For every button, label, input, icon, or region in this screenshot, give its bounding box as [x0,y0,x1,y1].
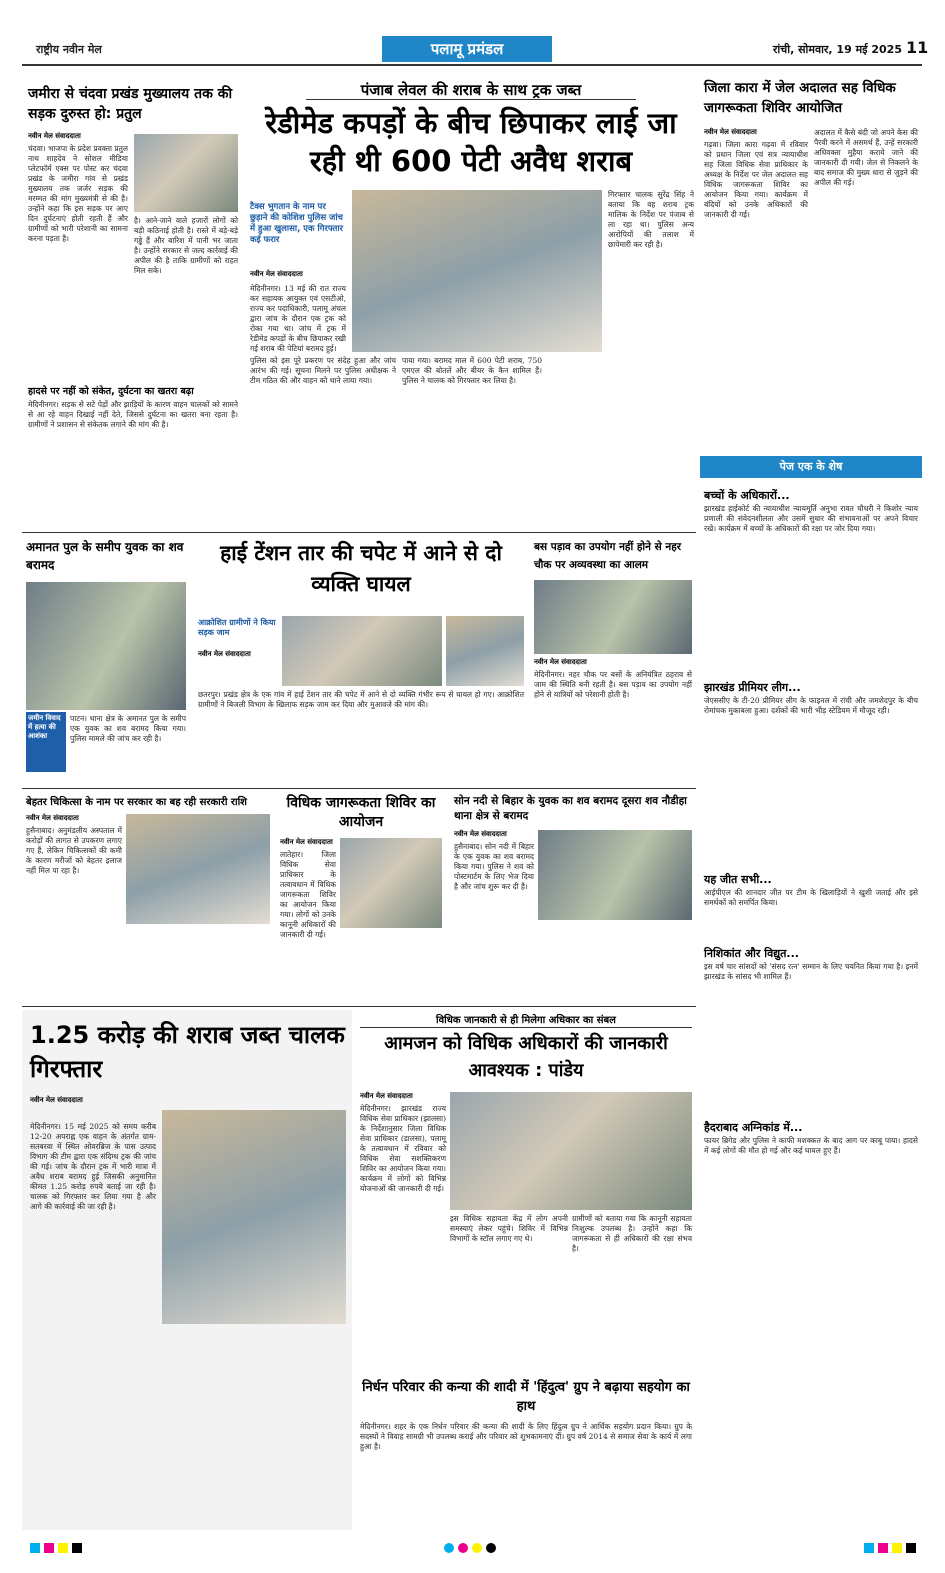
yellow-swatch-right [892,1543,902,1553]
body-text: छतरपुर। प्रखंड क्षेत्र के एक गांव में हाई टेंशन तार की चपेट में आने से दो व्यक्ति गंभीर रूप से घायल हो गए। आक्रोशित ग्रामीणों ने बिजली विभाग के खिलाफ सड़क जाम कर दिया और मुआवजे की मांग की। [198,690,524,709]
newspaper-logo: राष्ट्रीय नवीन मेल [36,43,102,56]
byline: नवीन मेल संवाददाता [250,270,303,278]
reg-dot-yellow [472,1543,482,1553]
cont-heading-4: निशिकांत और विद्युत... [704,947,799,960]
section-banner: पलामू प्रमंडल [382,36,552,62]
cont-text-1: झारखंड हाईकोर्ट की न्यायाधीश न्यायमूर्ति अनुभा रावत चौधरी ने किशोर न्याय प्रणाली की संवेदनशीलता और उसमें सुधार की संभावनाओं पर अपने विचार रखे। कार्यक्रम में बच्चों के अधिकारों की रक्षा पर जोर दिया गया। [704,504,918,533]
divider [22,788,696,789]
article-liquor-seizure [246,70,696,530]
highlight-bullet: टैक्स भुगतान के नाम पर छुड़ाने की कोशिश पुलिस जांच में हुआ खुलासा, एक गिरफ्तार कई फरार [250,202,344,245]
cont-heading-2: झारखंड प्रीमियर लीग... [704,681,801,694]
article-crore-liquor [22,1010,352,1530]
byline: नवीन मेल संवाददाता [704,128,757,136]
body-text-4: गिरफ्तार चालक सुरेंद्र सिंह ने बताया कि वह शराब ट्रक मालिक के निर्देश पर पंजाब से ला रहा था। पुलिस अन्य आरोपियों की तलाश में छापेमारी कर रही है। [608,190,694,249]
camp-photo [340,838,442,928]
crime-scene-photo [26,582,186,710]
headline: हाई टेंशन तार की चपेट में आने से दो व्यक्ति घायल [220,541,502,596]
headline: जमीरा से चंदवा प्रखंड मुख्यालय तक की सड़क दुरुस्त हो: प्रतुल [28,86,233,122]
article-legal-awareness [356,1010,696,1372]
divider [22,532,696,533]
body-text-2: अदालत में कैसे बंदी जो अपने केस की पैरवी करने में असमर्थ हैं, उन्हें सरकारी अधिवक्ता मुहैया कराये जाने की जानकारी दी गयी। जेल से निकलने के बाद समाज की मुख्य धारा से जुड़ने की अपील की गई। [814,128,918,187]
body-text-3: पाया गया। बरामद माल में 600 पेटी शराब, 750 एमएल की बोतलें और बीयर के कैन शामिल हैं। पुलिस ने चालक को गिरफ्तार कर लिया है। [402,356,542,385]
body-text: पाटन। थाना क्षेत्र के अमानत पुल के समीप एक युवक का शव बरामद किया गया। पुलिस मामले की जांच कर रही है। [70,714,186,743]
cont-text-4: इस वर्ष चार सांसदों को 'संसद रत्न' सम्मान के लिए चयनित किया गया है। इनमें झारखंड के सांसद भी शामिल हैं। [704,962,918,981]
reg-dot-black [486,1543,496,1553]
print-registration-strip [22,1540,922,1556]
article-wedding-help [356,1376,696,1530]
road-block-photo [282,616,442,686]
road-photo [134,134,238,212]
hospital-photo [126,814,270,924]
cont-text-2: जेएससीए के टी-20 प्रीमियर लीग के फाइनल में रांची और जमशेदपुर के बीच रोमांचक मुकाबला हुआ। दर्शकों की भारी भीड़ स्टेडियम में मौजूद रही। [704,696,918,715]
headline: 1.25 करोड़ की शराब जब्त चालक गिरफ्तार [30,1021,345,1083]
headline: अमानत पुल के समीप युवक का शव बरामद [26,540,184,572]
article-body-recovered [22,536,190,786]
body-text-3: मेदिनीनगर। सड़क से सटे पेड़ों और झाड़ियों के कारण वाहन चालकों को सामने से आ रहे वाहन दिखाई नहीं देते, जिससे दुर्घटना का खतरा बना रहता है। ग्रामीणों ने प्रशासन से संकेतक लगाने की मांग की है। [28,400,238,429]
byline: नवीन मेल संवाददाता [28,132,81,140]
headline: रेडीमेड कपड़ों के बीच छिपाकर लाई जा रही थी 600 पेटी अवैध शराब [265,106,677,178]
byline: नवीन मेल संवाददाता [30,1096,83,1104]
body-text: लातेहार। जिला विधिक सेवा प्राधिकार के तत्वावधान में विधिक जागरूकता शिविर का आयोजन किया गया। लोगों को उनके कानूनी अधिकारों की जानकारी दी गई। [280,850,336,939]
body-text: मेदिनीनगर। 15 मई 2025 को समय करीब 12-20 अपराह्न एक वाहन के अंतर्गत ग्राम-सतबरवा में स्थित ओवरब्रिज के पास उत्पाद विभाग की टीम द्वारा एक संदिग्ध ट्रक की जांच की गई। जांच के दौरान ट्रक में भारी मात्रा में अवैध शराब बरामद हुई जिसकी अनुमानित कीमत 1.25 करोड़ रुपये बताई जा रही है। चालक को गिरफ्तार कर लिया गया है और आगे की कार्रवाई की जा रही है। [30,1122,156,1211]
body-text: मेदिनीनगर। नहर चौक पर बसों के अनियंत्रित ठहराव से जाम की स्थिति बनी रहती है। बस पड़ाव का उपयोग नहीं होने से यात्रियों को परेशानी होती है। [534,670,692,699]
body-text-3: ग्रामीणों को बताया गया कि कानूनी सहायता निःशुल्क उपलब्ध है। उन्होंने कहा कि जागरूकता से ही अधिकारों की रक्षा संभव है। [572,1214,692,1253]
byline: नवीन मेल संवाददाता [360,1092,413,1100]
headline: निर्धन परिवार की कन्या की शादी में 'हिंदुत्व' ग्रुप ने बढ़ाया सहयोग का हाथ [362,1380,690,1414]
magenta-swatch-right [878,1543,888,1553]
headline: जिला कारा में जेल अदालत सह विधिक जागरूकता शिविर आयोजित [704,80,896,116]
reg-dot-magenta [458,1543,468,1553]
reg-dot-cyan [444,1543,454,1553]
article-bus-stand [530,536,696,786]
page-one-continuation [700,452,922,1532]
body-text: मेदिनीनगर। शहर के एक निर्धन परिवार की कन्या की शादी के लिए हिंदुत्व ग्रुप ने आर्थिक सहयोग प्रदान किया। ग्रुप के सदस्यों ने विवाह सामग्री भी उपलब्ध कराई और परिवार को शुभकामनाएं दीं। ग्रुप वर्ष 2014 से समाज सेवा के कार्य में लगा हुआ है। [360,1422,692,1451]
body-text: हुसैनाबाद। सोन नदी में बिहार के एक युवक का शव बरामद किया गया। पुलिस ने शव को पोस्टमार्टम के लिए भेज दिया है और जांच शुरू कर दी है। [454,842,534,891]
headline: आमजन को विधिक अधिकारों की जानकारी आवश्यक : पांडेय [384,1033,668,1081]
cont-heading-3: यह जीत सभी... [704,873,772,886]
magenta-swatch [44,1543,54,1553]
subheadline: हादसे पर नहीं को संकेत, दुर्घटना का खतरा बढ़ा [28,386,194,397]
black-swatch [72,1543,82,1553]
arrest-photo [162,1110,346,1324]
cont-heading-1: बच्चों के अधिकारों... [704,489,790,502]
highlight-bullet: आक्रोशित ग्रामीणों ने किया सड़क जाम [198,618,276,637]
body-text: मेदिनीनगर। झारखंड राज्य विधिक सेवा प्राधिकार (झालसा) के निर्देशानुसार जिला विधिक सेवा प्राधिकार (डालसा), पलामू के तत्वावधान में रविवार को विधिक सेवा सशक्तिकरण शिविर का आयोजन किया गया। कार्यक्रम में लोगों को विभिन्न योजनाओं की जानकारी दी गई। [360,1104,446,1193]
cont-heading-5: हैदराबाद अग्निकांड में... [704,1121,803,1134]
body-text-2: पुलिस को इस पूरे प्रकरण पर संदेह हुआ और जांच आरंभ की गई। सूचना मिलने पर पुलिस अधीक्षक ने टीम गठित की और वाहन को थाने लाया गया। [250,356,396,385]
seized-liquor-photo [352,190,602,352]
body-text: मेदिनीनगर। 13 मई की रात राज्य कर सहायक आयुक्त एवं एसटीओ, राज्य कर पदाधिकारी, पलामू अंचल द्वारा जांच के दौरान एक ट्रक को रोका गया था। जांच में ट्रक में रेडीमेड कपड़ों के बीच छिपाकर रखी गई शराब की पेटियां बरामद हुई। [250,284,346,353]
article-legal-camp [276,792,446,1004]
river-photo [538,830,692,920]
article-river-body [450,792,696,1004]
cont-text-3: आईपीएल की शानदार जीत पर टीम के खिलाड़ियों ने खुशी जताई और इसे समर्थकों को समर्पित किया। [704,888,918,907]
photo-caption: जमीन विवाद में हत्या की आशंका [26,712,66,772]
headline: बेहतर चिकित्सा के नाम पर सरकार का बह रही सरकारी राशि [26,797,247,808]
body-text: हुसैनाबाद। अनुमंडलीय अस्पताल में करोड़ों की लागत से उपकरण लगाए गए हैं, लेकिन चिकित्सकों की कमी के कारण मरीजों को बेहतर इलाज नहीं मिल पा रहा है। [26,826,122,875]
byline: नवीन मेल संवाददाता [280,838,333,846]
byline: नवीन मेल संवाददाता [198,650,251,658]
page-number: 11 [906,38,929,57]
bus-photo [534,580,692,654]
byline: नवीन मेल संवाददाता [26,814,79,822]
body-text: गढ़वा। जिला कारा गढ़वा में रविवार को प्रधान जिला एवं सत्र न्यायाधीश सह जिला विधिक सेवा प्राधिकार के अध्यक्ष के निर्देश पर जेल अदालत सह विधिक जागरूकता शिविर का आयोजन किया गया। कार्यक्रम में बंदियों को उनके अधिकारों की जानकारी दी गई। [704,140,808,219]
headline: सोन नदी से बिहार के युवक का शव बरामद दूसरा शव नौडीहा थाना क्षेत्र से बरामद [454,795,687,822]
article-electrocution [194,536,528,786]
seminar-photo [450,1092,692,1210]
section-label: पेज एक के शेष [700,456,922,478]
yellow-swatch [58,1543,68,1553]
byline: नवीन मेल संवाददाता [534,658,587,666]
body-text-2: है। आने-जाने वाले हजारों लोगों को बड़ी कठिनाई होती है। रास्ते में बड़े-बड़े गड्ढे हैं और बारिश में पानी भर जाता है। उन्होंने सरकार से जल्द कार्रवाई की अपील की है ताकि ग्रामीणों को राहत मिल सके। [134,216,238,275]
article-jail-court [700,70,922,450]
divider [22,1006,696,1007]
injured-photo [446,616,524,686]
headline: विधिक जागरूकता शिविर का आयोजन [286,795,436,830]
body-text-2: इस विधिक सहायता केंद्र में लोग अपनी समस्याएं लेकर पहुंचे। शिविर में विभिन्न विभागों के स्टॉल लगाए गए थे। [450,1214,568,1243]
kicker: विधिक जानकारी से ही मिलेगा अधिकार का संबल [360,1012,692,1028]
article-health [22,792,272,1004]
issue-date: रांची, सोमवार, 19 मई 2025 [772,43,902,56]
masthead [22,34,929,66]
black-swatch-right [906,1543,916,1553]
cont-text-5: फायर ब्रिगेड और पुलिस ने काफी मशक्कत के बाद आग पर काबू पाया। हादसे में कई लोगों की मौत हो गई और कई घायल हुए हैं। [704,1136,918,1155]
body-text: चंदवा। भाजपा के प्रदेश प्रवक्ता प्रतुल नाथ शाहदेव ने सोशल मीडिया प्लेटफॉर्म एक्स पर पोस्ट कर चंदवा प्रखंड के जमीरा गांव से प्रखंड मुख्यालय तक जर्जर सड़क की मरम्मत की मांग मुख्यमंत्री से की है। उन्होंने कहा कि इस सड़क पर आए दिन दुर्घटनाएं होती रहती हैं और ग्रामीणों को भारी परेशानी का सामना करना पड़ता है। [28,144,129,243]
kicker: पंजाब लेवल की शराब के साथ ट्रक जब्त [306,80,636,100]
article-road-repair [22,70,240,530]
headline: बस पड़ाव का उपयोग नहीं होने से नहर चौक पर अव्यवस्था का आलम [534,541,682,571]
cyan-swatch-right [864,1543,874,1553]
cyan-swatch [30,1543,40,1553]
byline: नवीन मेल संवाददाता [454,830,507,838]
